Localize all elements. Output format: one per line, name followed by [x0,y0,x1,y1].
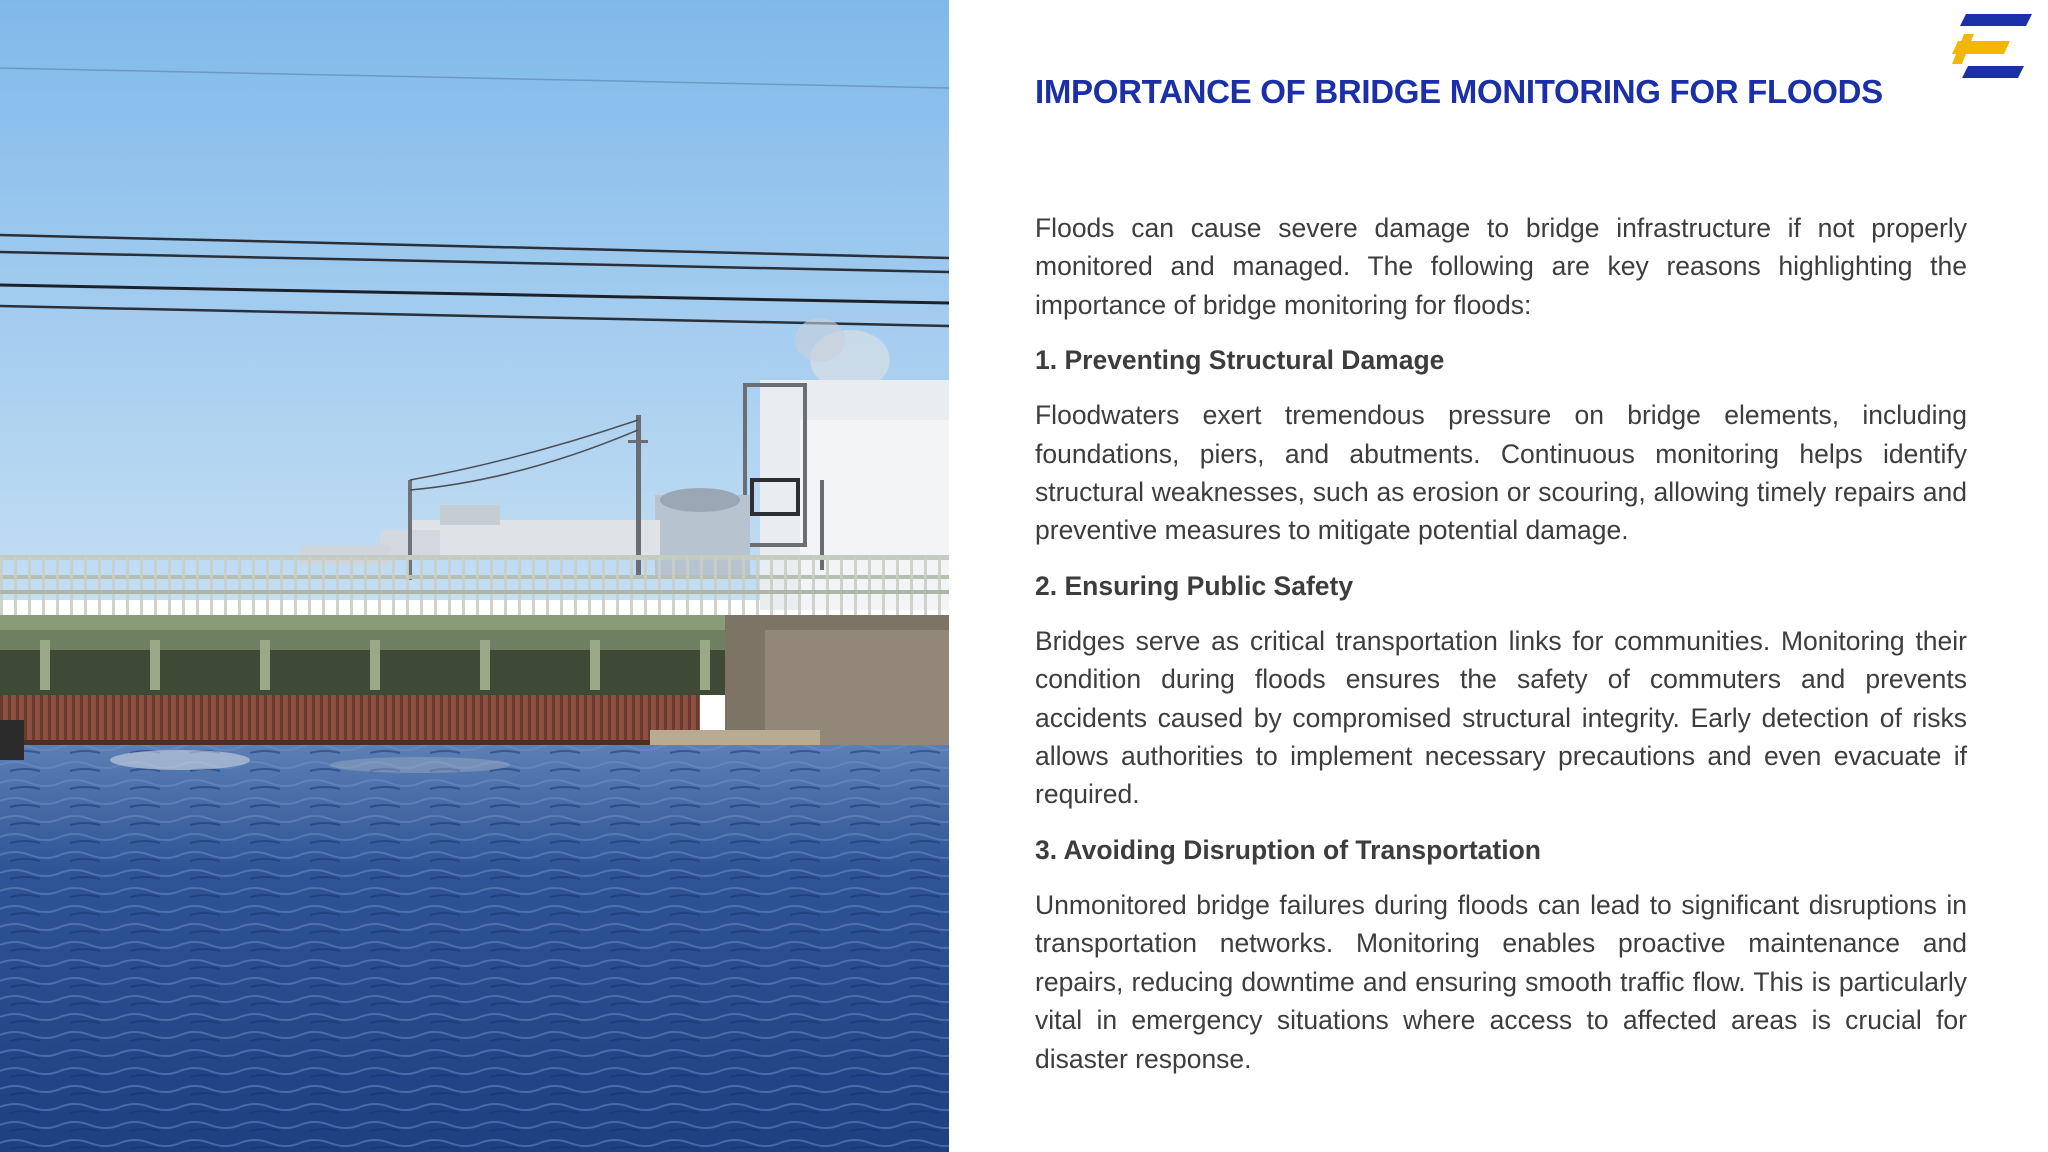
intro-block [1035,209,1967,324]
section-heading: 3. Avoiding Disruption of Transportation [1035,834,1541,865]
section-heading: 1. Preventing Structural Damage [1035,345,1445,376]
section-body: Bridges serve as critical transportation links for communities. Monitoring their condition during floods ensures the safety of commuters and prevents accidents caused by compromised structural integrity. Early detection of risks allows authorities to implement necessary precautions and even evacuate if required. [1035,625,1967,810]
section-1 [1035,341,1967,550]
section-body: Unmonitored bridge failures during floods can lead to significant disruptions in transportation networks. Monitoring enables proactive maintenance and repairs, reducing downtime and ensuring smooth traffic flow. This is particularly vital in emergency situations where access to affected areas is crucial for disaster response. [1035,889,1967,1074]
section-2 [1035,567,1967,814]
slide-content [1035,66,1967,1095]
slide-title: IMPORTANCE OF BRIDGE MONITORING FOR FLOODS [1035,73,1883,110]
intro-paragraph: Floods can cause severe damage to bridge infrastructure if not properly monitored and managed. The following are key reasons highlighting the importance of bridge monitoring for floods: [1035,213,1967,320]
section-3 [1035,831,1967,1078]
section-body: Floodwaters exert tremendous pressure on bridge elements, including foundations, piers, and abutments. Continuous monitoring helps identify structural weaknesses, such as erosion or scouring, allowing timely repairs and preventive measures to mitigate potential damage. [1035,400,1967,546]
section-heading: 2. Ensuring Public Safety [1035,570,1354,601]
bridge-photo [0,0,949,1152]
